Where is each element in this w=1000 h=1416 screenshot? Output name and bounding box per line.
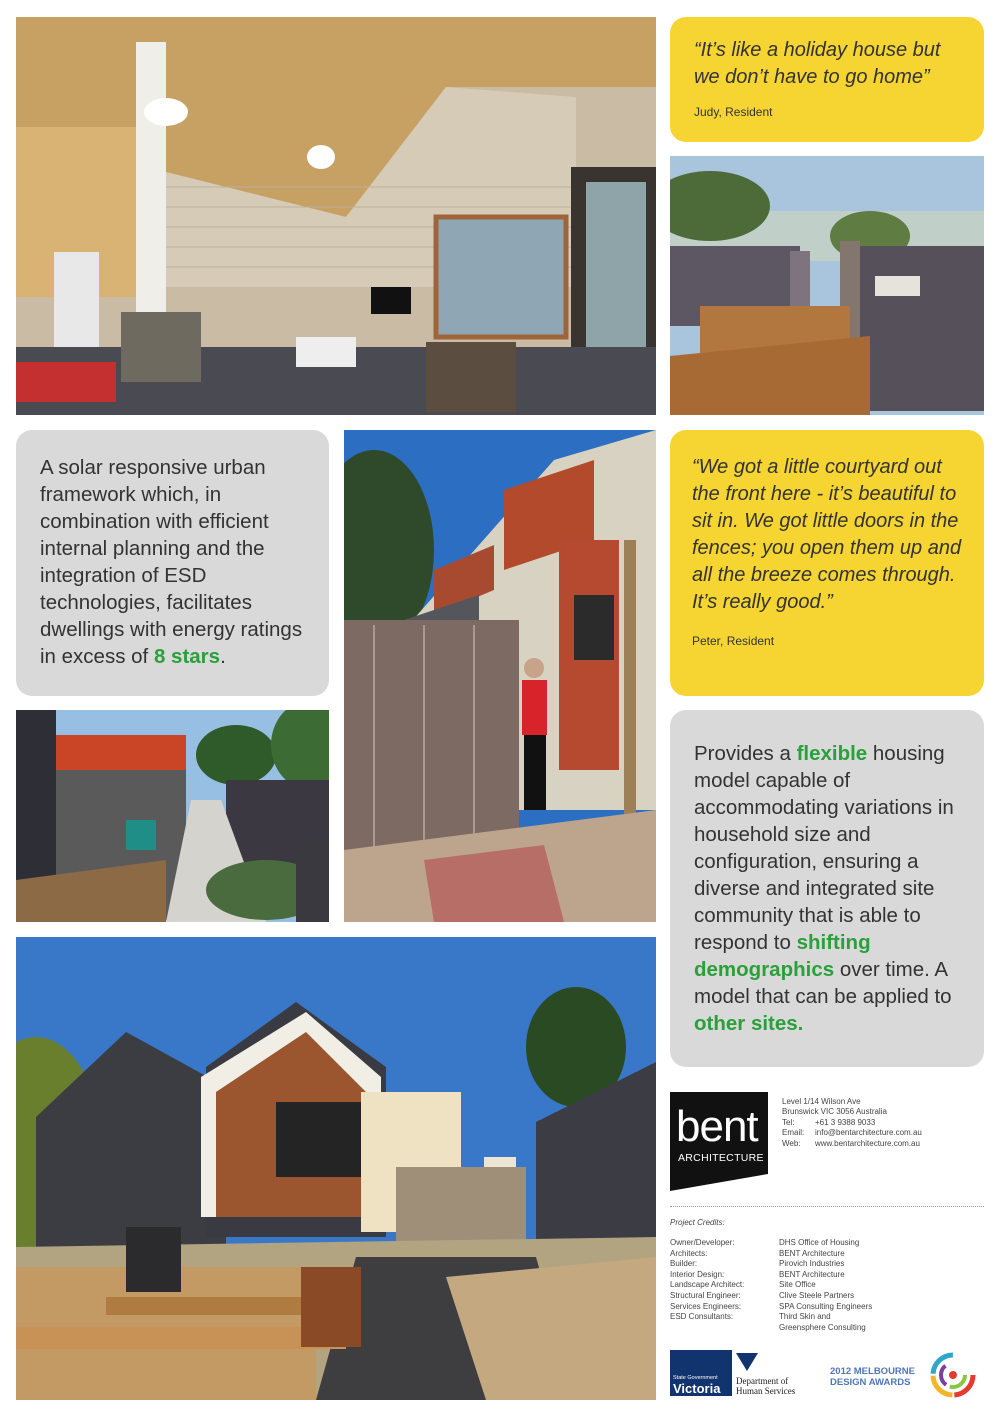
credit-name: Third Skin and [779, 1312, 831, 1322]
other-sites-highlight: other sites. [694, 1012, 804, 1035]
awards-line-1: 2012 MELBOURNE [830, 1366, 915, 1377]
credit-row [670, 1323, 984, 1334]
email-label: Email: [782, 1128, 805, 1138]
credit-name: Pirovich Industries [779, 1259, 845, 1269]
credit-row [670, 1312, 984, 1323]
credits-heading: Project Credits: [670, 1218, 725, 1227]
flexible-highlight: flexible [796, 742, 868, 765]
bent-logo-word: bent [676, 1102, 758, 1151]
credit-role: Owner/Developer: [670, 1238, 735, 1247]
credit-role: Interior Design: [670, 1269, 725, 1279]
credit-name: BENT Architecture [779, 1269, 845, 1279]
credit-role: Landscape Architect: [670, 1280, 745, 1290]
quote-text: “We got a little courtyard out the front here - it’s beautiful to sit in. We got little doors in the fences; you open them up and all the breeze comes through. It’s really good.” [692, 456, 962, 613]
flexible-model-text [694, 740, 970, 1037]
credits-table [670, 1238, 984, 1333]
credit-name: DHS Office of Housing [779, 1238, 860, 1247]
energy-rating-highlight: 8 stars [153, 645, 221, 668]
victoria-badge [670, 1350, 732, 1396]
credit-row [670, 1259, 984, 1270]
credit-role: Architects: [670, 1248, 708, 1258]
address-line-2: Brunswick VIC 3056 Australia [782, 1107, 887, 1117]
credit-row [670, 1291, 984, 1302]
victoria-small-text: State Government [673, 1375, 718, 1381]
flexible-model-card [670, 710, 984, 1067]
credit-name: Site Office [779, 1280, 816, 1290]
victoria-dhs-logo [670, 1350, 820, 1398]
dept-line-1: Department of [736, 1376, 789, 1386]
quote-text: “It’s like a holiday house but we don’t have to go home” [694, 39, 941, 88]
credit-name: Greensphere Consulting [779, 1322, 866, 1332]
contact-block [782, 1097, 922, 1149]
flex-part-2: housing model capable of accommodating variations in household size and configuration, ensuring a diverse and integrated site community that is able to respond to [694, 742, 954, 954]
credit-name: Clive Steele Partners [779, 1290, 855, 1300]
awards-line-2: DESIGN AWARDS [830, 1377, 911, 1388]
credit-row [670, 1270, 984, 1281]
credit-row [670, 1302, 984, 1313]
bent-logo [670, 1092, 768, 1191]
victoria-big-text: Victoria [673, 1381, 721, 1396]
credit-row [670, 1280, 984, 1291]
photo-resident-courtyard [344, 430, 656, 922]
photo-front-deck [670, 156, 984, 415]
credit-name: BENT Architecture [779, 1248, 845, 1258]
email-value: info@bentarchitecture.com.au [815, 1128, 922, 1138]
solar-statement-card [16, 430, 329, 696]
credit-row [670, 1249, 984, 1260]
dept-line-2: Human Services [736, 1386, 796, 1396]
photo-living-room [16, 17, 656, 415]
tel-label: Tel: [782, 1117, 795, 1127]
quote-attribution: Peter, Resident [692, 634, 775, 648]
web-value: www.bentarchitecture.com.au [815, 1138, 920, 1148]
flex-part-1: Provides a [694, 742, 797, 765]
address-line-1: Level 1/14 Wilson Ave [782, 1097, 861, 1106]
vic-triangle-icon [736, 1353, 758, 1371]
bent-logo-sub: ARCHITECTURE [678, 1152, 764, 1164]
photo-side-path [16, 710, 329, 922]
quote-attribution: Judy, Resident [694, 105, 773, 119]
credit-name: SPA Consulting Engineers [779, 1301, 873, 1311]
quote-card-judy [670, 17, 984, 142]
credit-role: Structural Engineer: [670, 1290, 741, 1300]
photo-communal-yard [16, 937, 656, 1400]
tel-value: +61 3 9388 9033 [815, 1117, 876, 1127]
web-label: Web: [782, 1138, 801, 1148]
solar-statement-text [40, 454, 311, 670]
credit-role: ESD Consultants: [670, 1312, 734, 1322]
credit-role [670, 1323, 779, 1334]
demographics-highlight: shifting demographics [694, 931, 871, 981]
melbourne-design-awards-logo [830, 1352, 980, 1398]
quote-card-peter [670, 430, 984, 696]
solar-statement-lead: A solar responsive urban framework which, in combination with efficient internal planning and the integration of ESD technologies, facilitates dwellings with energy ratings in excess of [40, 456, 303, 668]
awards-swirl-icon [930, 1352, 976, 1398]
credit-role: Services Engineers: [670, 1301, 742, 1311]
credit-role: Builder: [670, 1259, 698, 1269]
flex-part-3: over time. A model that can be applied to [694, 958, 952, 1008]
divider [670, 1206, 984, 1207]
credit-row [670, 1238, 984, 1249]
solar-statement-tail: . [220, 645, 226, 668]
